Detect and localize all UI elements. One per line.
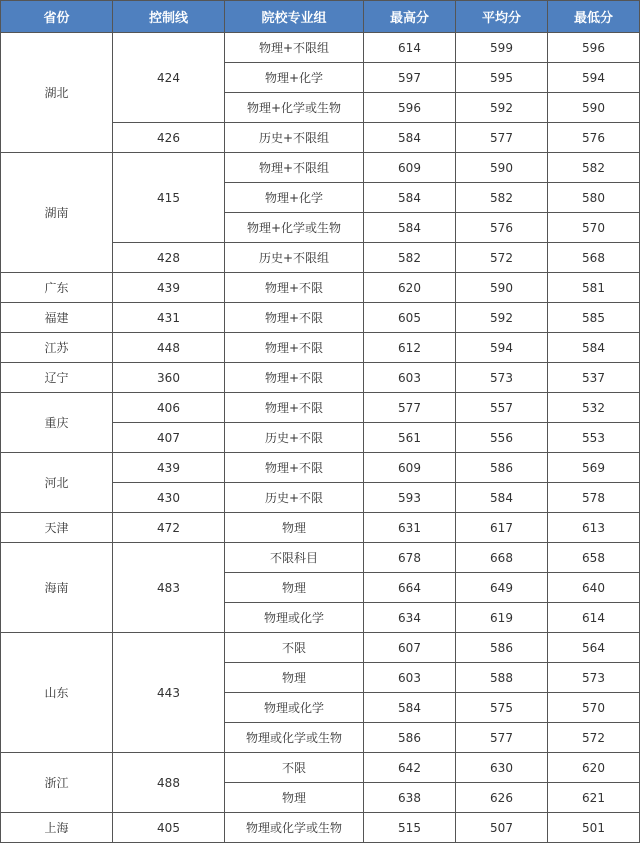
avg-score-cell: 575	[456, 693, 548, 723]
min-score-cell: 640	[548, 573, 640, 603]
header-min-score: 最低分	[548, 1, 640, 33]
major-group-cell: 物理	[225, 783, 364, 813]
avg-score-cell: 588	[456, 663, 548, 693]
min-score-cell: 532	[548, 393, 640, 423]
header-major-group: 院校专业组	[225, 1, 364, 33]
min-score-cell: 614	[548, 603, 640, 633]
min-score-cell: 501	[548, 813, 640, 843]
max-score-cell: 642	[364, 753, 456, 783]
control-line-cell: 426	[113, 123, 225, 153]
control-line-cell: 443	[113, 633, 225, 753]
max-score-cell: 597	[364, 63, 456, 93]
table-row	[1, 333, 640, 363]
major-group-cell: 物理+不限	[225, 303, 364, 333]
major-group-cell: 物理或化学	[225, 603, 364, 633]
min-score-cell: 658	[548, 543, 640, 573]
avg-score-cell: 582	[456, 183, 548, 213]
avg-score-cell: 626	[456, 783, 548, 813]
max-score-cell: 620	[364, 273, 456, 303]
table-row	[1, 363, 640, 393]
major-group-cell: 历史+不限	[225, 423, 364, 453]
major-group-cell: 历史+不限	[225, 483, 364, 513]
max-score-cell: 678	[364, 543, 456, 573]
min-score-cell: 594	[548, 63, 640, 93]
table-row	[1, 813, 640, 843]
major-group-cell: 历史+不限组	[225, 123, 364, 153]
major-group-cell: 物理	[225, 663, 364, 693]
control-line-cell: 472	[113, 513, 225, 543]
control-line-cell: 428	[113, 243, 225, 273]
avg-score-cell: 576	[456, 213, 548, 243]
control-line-cell: 406	[113, 393, 225, 423]
control-line-cell: 415	[113, 153, 225, 243]
min-score-cell: 620	[548, 753, 640, 783]
max-score-cell: 605	[364, 303, 456, 333]
avg-score-cell: 619	[456, 603, 548, 633]
major-group-cell: 物理或化学或生物	[225, 723, 364, 753]
province-cell: 广东	[1, 273, 113, 303]
max-score-cell: 614	[364, 33, 456, 63]
avg-score-cell: 586	[456, 453, 548, 483]
control-line-cell: 407	[113, 423, 225, 453]
avg-score-cell: 649	[456, 573, 548, 603]
avg-score-cell: 556	[456, 423, 548, 453]
min-score-cell: 570	[548, 693, 640, 723]
major-group-cell: 物理+化学或生物	[225, 93, 364, 123]
max-score-cell: 584	[364, 123, 456, 153]
province-cell: 江苏	[1, 333, 113, 363]
max-score-cell: 609	[364, 153, 456, 183]
min-score-cell: 580	[548, 183, 640, 213]
min-score-cell: 581	[548, 273, 640, 303]
avg-score-cell: 594	[456, 333, 548, 363]
avg-score-cell: 617	[456, 513, 548, 543]
avg-score-cell: 590	[456, 153, 548, 183]
avg-score-cell: 595	[456, 63, 548, 93]
table-row	[1, 273, 640, 303]
province-cell: 湖南	[1, 153, 113, 273]
max-score-cell: 638	[364, 783, 456, 813]
min-score-cell: 537	[548, 363, 640, 393]
max-score-cell: 634	[364, 603, 456, 633]
control-line-cell: 431	[113, 303, 225, 333]
min-score-cell: 584	[548, 333, 640, 363]
header-control-line: 控制线	[113, 1, 225, 33]
max-score-cell: 584	[364, 693, 456, 723]
header-province: 省份	[1, 1, 113, 33]
control-line-cell: 424	[113, 33, 225, 123]
table-row	[1, 543, 640, 573]
min-score-cell: 578	[548, 483, 640, 513]
table-row	[1, 753, 640, 783]
province-cell: 重庆	[1, 393, 113, 453]
min-score-cell: 569	[548, 453, 640, 483]
control-line-cell: 488	[113, 753, 225, 813]
avg-score-cell: 592	[456, 303, 548, 333]
min-score-cell: 613	[548, 513, 640, 543]
avg-score-cell: 577	[456, 723, 548, 753]
table-row	[1, 393, 640, 423]
table-body	[1, 33, 640, 843]
province-cell: 上海	[1, 813, 113, 843]
max-score-cell: 612	[364, 333, 456, 363]
province-cell: 河北	[1, 453, 113, 513]
max-score-cell: 607	[364, 633, 456, 663]
max-score-cell: 577	[364, 393, 456, 423]
table-row	[1, 633, 640, 663]
table-header	[1, 1, 640, 33]
control-line-cell: 360	[113, 363, 225, 393]
major-group-cell: 不限	[225, 633, 364, 663]
control-line-cell: 405	[113, 813, 225, 843]
max-score-cell: 586	[364, 723, 456, 753]
min-score-cell: 621	[548, 783, 640, 813]
table-row	[1, 453, 640, 483]
province-cell: 湖北	[1, 33, 113, 153]
header-max-score: 最高分	[364, 1, 456, 33]
major-group-cell: 物理或化学	[225, 693, 364, 723]
major-group-cell: 物理+不限	[225, 363, 364, 393]
max-score-cell: 582	[364, 243, 456, 273]
major-group-cell: 不限	[225, 753, 364, 783]
control-line-cell: 430	[113, 483, 225, 513]
avg-score-cell: 584	[456, 483, 548, 513]
major-group-cell: 物理	[225, 513, 364, 543]
major-group-cell: 物理+化学	[225, 183, 364, 213]
max-score-cell: 596	[364, 93, 456, 123]
avg-score-cell: 592	[456, 93, 548, 123]
min-score-cell: 582	[548, 153, 640, 183]
min-score-cell: 585	[548, 303, 640, 333]
major-group-cell: 物理+不限	[225, 453, 364, 483]
control-line-cell: 439	[113, 273, 225, 303]
header-avg-score: 平均分	[456, 1, 548, 33]
province-cell: 辽宁	[1, 363, 113, 393]
min-score-cell: 596	[548, 33, 640, 63]
max-score-cell: 584	[364, 183, 456, 213]
major-group-cell: 不限科目	[225, 543, 364, 573]
avg-score-cell: 590	[456, 273, 548, 303]
min-score-cell: 572	[548, 723, 640, 753]
table-row	[1, 303, 640, 333]
header-row	[1, 1, 640, 33]
max-score-cell: 609	[364, 453, 456, 483]
max-score-cell: 603	[364, 663, 456, 693]
table-row	[1, 513, 640, 543]
major-group-cell: 物理+化学	[225, 63, 364, 93]
province-cell: 山东	[1, 633, 113, 753]
avg-score-cell: 557	[456, 393, 548, 423]
province-cell: 海南	[1, 543, 113, 633]
avg-score-cell: 586	[456, 633, 548, 663]
major-group-cell: 物理	[225, 573, 364, 603]
max-score-cell: 584	[364, 213, 456, 243]
max-score-cell: 664	[364, 573, 456, 603]
max-score-cell: 631	[364, 513, 456, 543]
major-group-cell: 物理或化学或生物	[225, 813, 364, 843]
avg-score-cell: 572	[456, 243, 548, 273]
control-line-cell: 439	[113, 453, 225, 483]
major-group-cell: 物理+化学或生物	[225, 213, 364, 243]
major-group-cell: 物理+不限组	[225, 153, 364, 183]
avg-score-cell: 630	[456, 753, 548, 783]
avg-score-cell: 507	[456, 813, 548, 843]
max-score-cell: 603	[364, 363, 456, 393]
major-group-cell: 物理+不限	[225, 393, 364, 423]
min-score-cell: 568	[548, 243, 640, 273]
min-score-cell: 576	[548, 123, 640, 153]
province-cell: 福建	[1, 303, 113, 333]
table-row	[1, 33, 640, 63]
min-score-cell: 590	[548, 93, 640, 123]
max-score-cell: 561	[364, 423, 456, 453]
control-line-cell: 448	[113, 333, 225, 363]
control-line-cell: 483	[113, 543, 225, 633]
max-score-cell: 515	[364, 813, 456, 843]
avg-score-cell: 599	[456, 33, 548, 63]
major-group-cell: 物理+不限	[225, 273, 364, 303]
min-score-cell: 573	[548, 663, 640, 693]
min-score-cell: 553	[548, 423, 640, 453]
min-score-cell: 564	[548, 633, 640, 663]
table-row	[1, 153, 640, 183]
max-score-cell: 593	[364, 483, 456, 513]
avg-score-cell: 577	[456, 123, 548, 153]
major-group-cell: 物理+不限组	[225, 33, 364, 63]
major-group-cell: 历史+不限组	[225, 243, 364, 273]
avg-score-cell: 668	[456, 543, 548, 573]
province-cell: 浙江	[1, 753, 113, 813]
major-group-cell: 物理+不限	[225, 333, 364, 363]
province-cell: 天津	[1, 513, 113, 543]
min-score-cell: 570	[548, 213, 640, 243]
avg-score-cell: 573	[456, 363, 548, 393]
